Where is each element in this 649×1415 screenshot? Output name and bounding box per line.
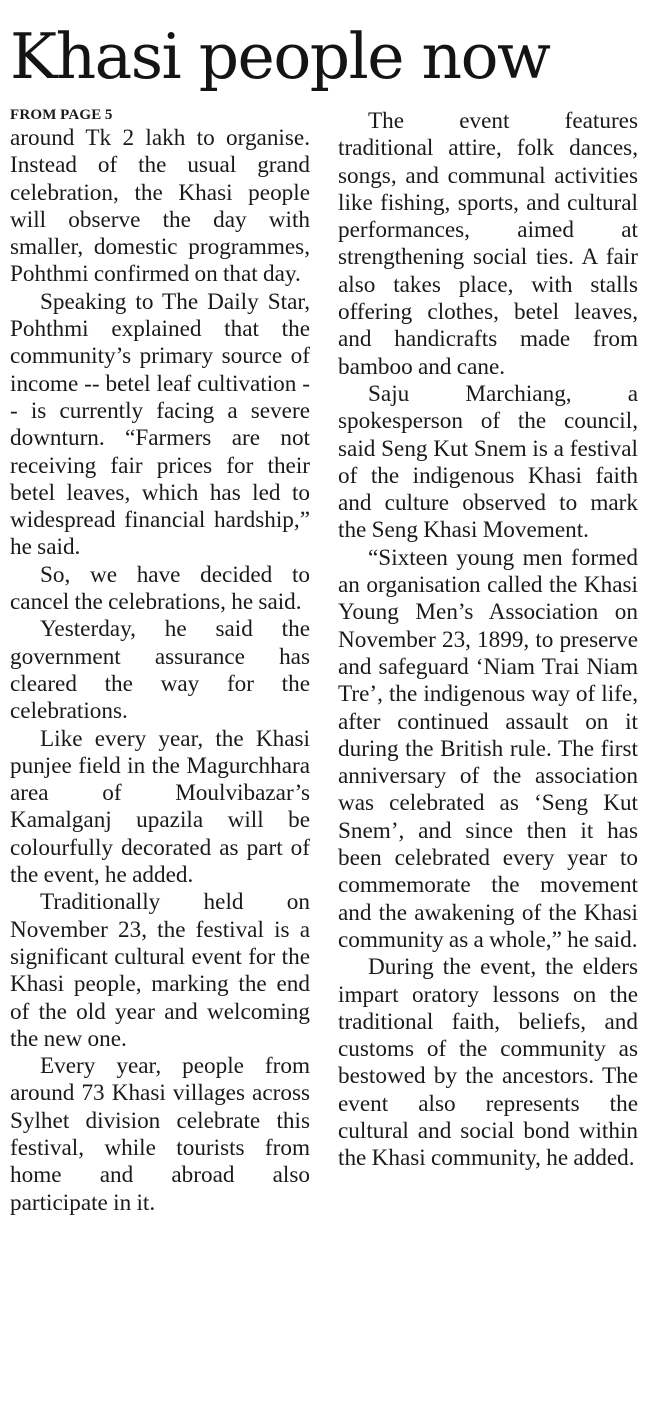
article-paragraph: “Sixteen young men formed an organisation called the Khasi Young Men’s Association on November 23, 1899, to preserve and safeguard ‘Niam Trai Niam Tre’, the indigenous way of life, after continued assault on it during the British rule. The first anniversary of the association was celebrated as ‘Seng Kut Snem’, and since then it has been celebrated every year to commemorate the movement and the awakening of the Khasi community as a whole,” he said. (338, 544, 638, 953)
article-paragraph: Yesterday, he said the government assurance has cleared the way for the celebrations. (10, 616, 310, 725)
article-column-right (338, 107, 638, 1173)
article-paragraph: So, we have decided to cancel the celebrations, he said. (10, 561, 310, 616)
article-paragraph: During the event, the elders impart oratory lessons on the traditional faith, beliefs, and customs of the community as bestowed by the ancestors. The event also represents the cultural and social bond within the Khasi community, he added. (338, 954, 638, 1172)
jump-line: FROM PAGE 5 (10, 107, 113, 123)
article-paragraph: around Tk 2 lakh to organise. Instead of the usual grand celebration, the Khasi people will observe the day with smaller, domestic programmes, Pohthmi confirmed on that day. (10, 125, 310, 288)
article-paragraph: Every year, people from around 73 Khasi villages across Sylhet division celebrate this festival, while tourists from home and abroad also participate in it. (10, 1053, 310, 1216)
article-paragraph: Traditionally held on November 23, the festival is a significant cultural event for the Khasi people, marking the end of the old year and welcoming the new one. (10, 889, 310, 1052)
article-column-left (10, 107, 310, 1217)
article-headline: Khasi people now (10, 20, 550, 93)
article-paragraph: Like every year, the Khasi punjee field in the Magurchhara area of Moulvibazar’s Kamalganj upazila will be colourfully decorated as part of the event, he added. (10, 725, 310, 889)
article-paragraph: Speaking to The Daily Star, Pohthmi explained that the community’s primary source of income -- betel leaf cultivation -- is currently facing a severe downturn. “Farmers are not receiving fair prices for their betel leaves, which has led to widespread financial hardship,” he said. (10, 288, 310, 561)
article-paragraph: Saju Marchiang, a spokesperson of the council, said Seng Kut Snem is a festival of the indigenous Khasi faith and culture observed to mark the Seng Khasi Movement. (338, 380, 638, 544)
article-paragraph: The event features traditional attire, folk dances, songs, and communal activities like fishing, sports, and cultural performances, aimed at strengthening social ties. A fair also takes place, with stalls offering clothes, betel leaves, and handicrafts made from bamboo and cane. (338, 108, 638, 380)
